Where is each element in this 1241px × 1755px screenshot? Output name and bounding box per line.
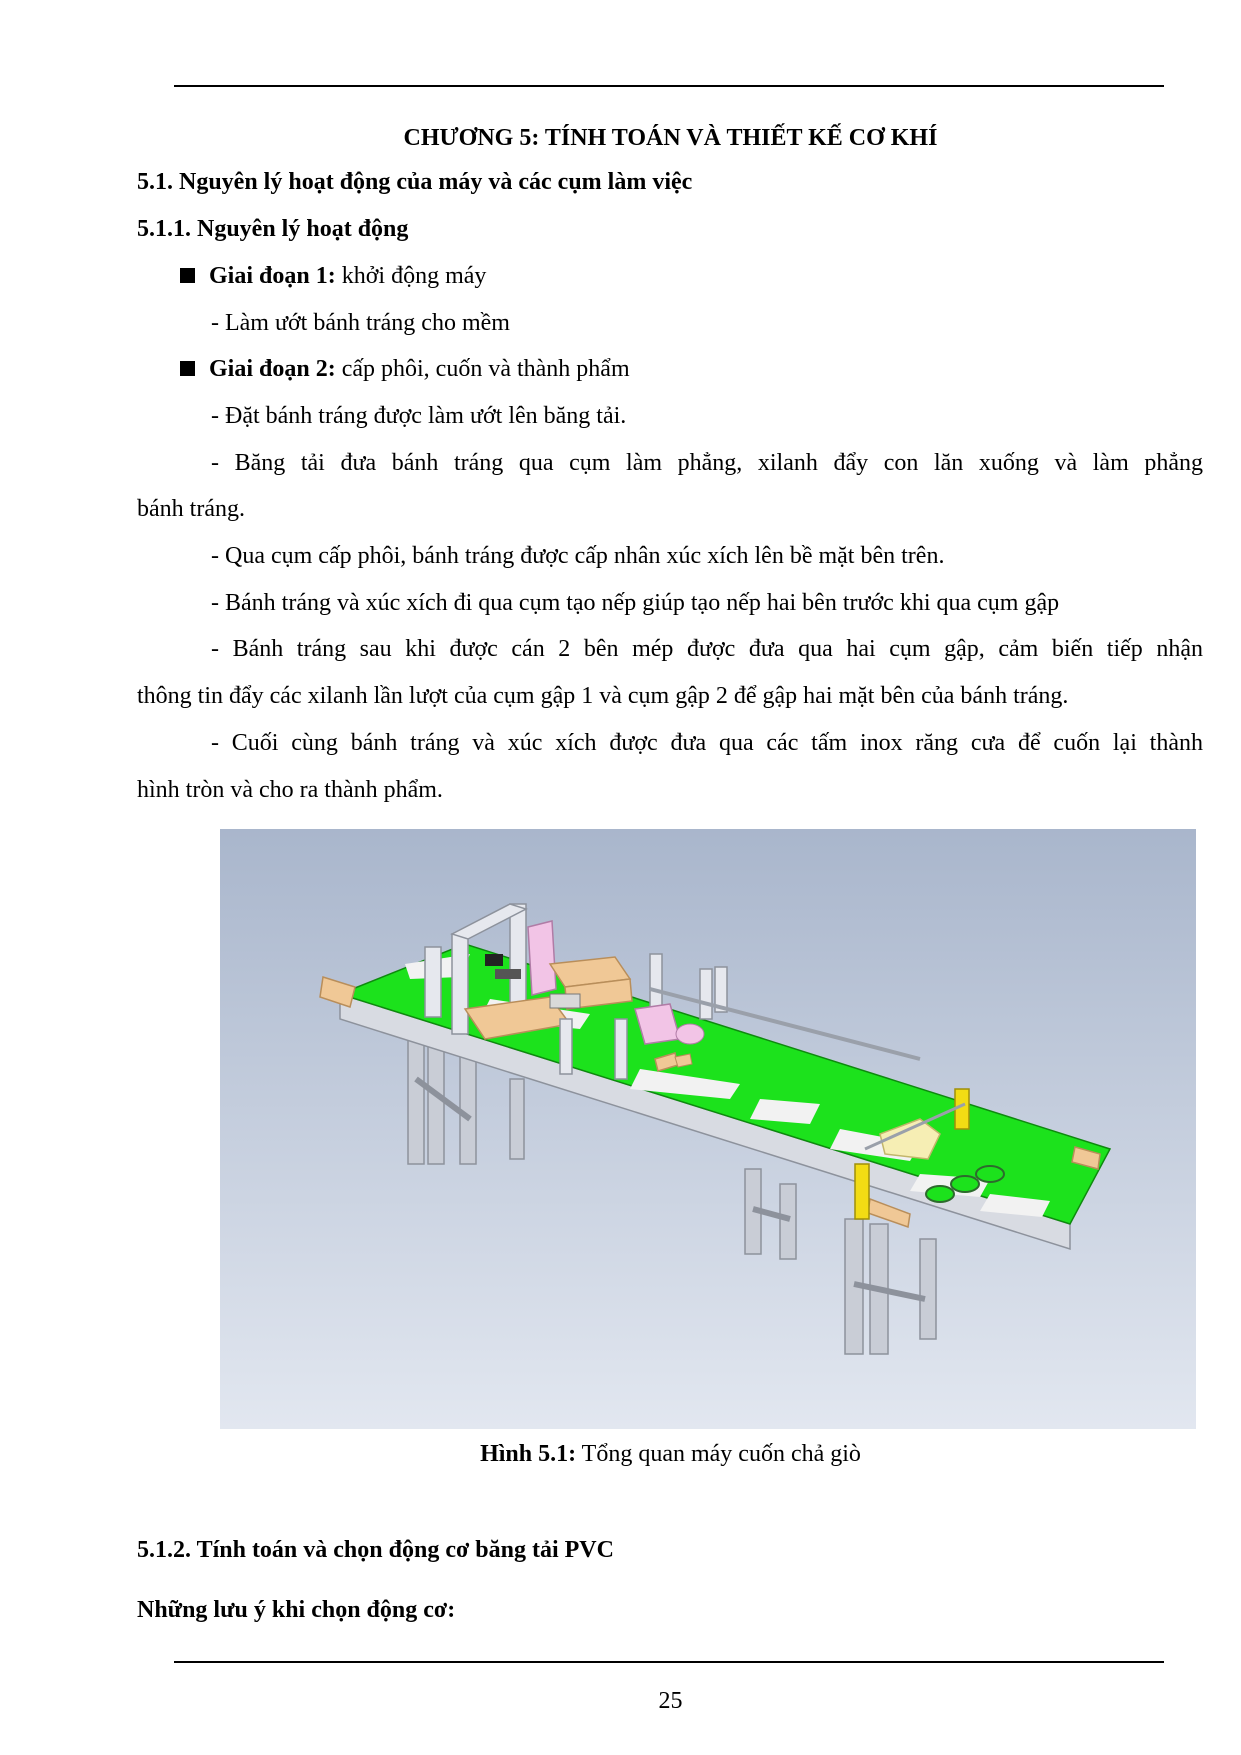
paragraph-line: - Qua cụm cấp phôi, bánh tráng được cấp nhân xúc xích lên bề mặt bên trên. [211, 543, 945, 569]
subsection-heading-5-1-2: 5.1.2. Tính toán và chọn động cơ băng tải PVC [137, 1537, 614, 1563]
paragraph-line: - Cuối cùng bánh tráng và xúc xích được đưa qua các tấm inox răng cưa để cuốn lại thành [211, 730, 1203, 756]
paragraph-line: hình tròn và cho ra thành phẩm. [137, 777, 443, 803]
motor-notes-heading: Những lưu ý khi chọn động cơ: [137, 1597, 456, 1623]
square-bullet-icon [180, 361, 195, 376]
figure-caption-text: Tổng quan máy cuốn chả giò [576, 1441, 861, 1467]
stage-2-label: Giai đoạn 2: [209, 356, 336, 382]
header-rule [174, 85, 1164, 87]
paragraph-line: - Đặt bánh tráng được làm ướt lên băng tải. [211, 403, 627, 429]
paragraph-line: thông tin đẩy các xilanh lần lượt của cụm gập 1 và cụm gập 2 để gập hai mặt bên của bánh tráng. [137, 683, 1069, 709]
section-heading: 5.1. Nguyên lý hoạt động của máy và các cụm làm việc [137, 169, 693, 195]
stage-1-text: khởi động máy [335, 263, 487, 289]
paragraph-line: bánh tráng. [137, 496, 245, 522]
machine-render-image [220, 829, 1196, 1429]
footer-rule [174, 1661, 1164, 1663]
figure-caption [0, 1439, 1241, 1469]
stage-1-label: Giai đoạn 1: [209, 263, 336, 289]
square-bullet-icon [180, 268, 195, 283]
stage-2 [180, 354, 630, 384]
subsection-heading: 5.1.1. Nguyên lý hoạt động [137, 216, 409, 242]
stage-2-text: cấp phôi, cuốn và thành phẩm [335, 356, 630, 382]
figure-caption-label: Hình 5.1: [480, 1441, 577, 1467]
page-number: 25 [658, 1688, 683, 1714]
paragraph-line: - Băng tải đưa bánh tráng qua cụm làm phẳng, xilanh đẩy con lăn xuống và làm phẳng [211, 450, 1203, 476]
chapter-title: CHƯƠNG 5: TÍNH TOÁN VÀ THIẾT KẾ CƠ KHÍ [403, 125, 938, 151]
stage-1 [180, 261, 486, 291]
paragraph-line: - Bánh tráng sau khi được cán 2 bên mép được đưa qua hai cụm gập, cảm biến tiếp nhận [211, 636, 1203, 662]
stage-1-item: - Làm ướt bánh tráng cho mềm [211, 310, 510, 336]
paragraph-line: - Bánh tráng và xúc xích đi qua cụm tạo nếp giúp tạo nếp hai bên trước khi qua cụm gập [211, 590, 1060, 616]
